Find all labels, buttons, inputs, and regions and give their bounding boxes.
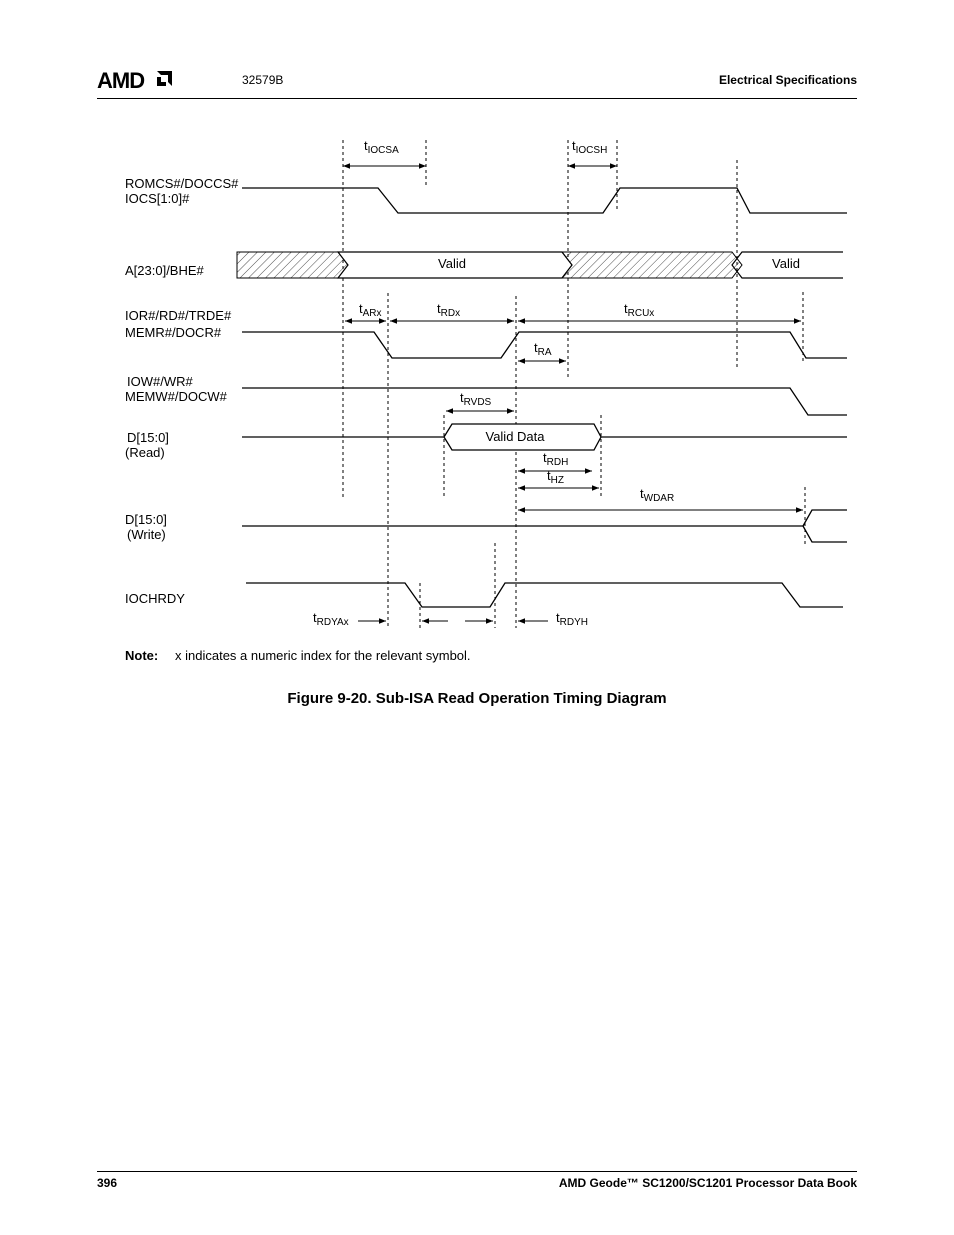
label-wdar: $t_{WDAR}$: [640, 486, 675, 504]
label-hz: $t_{HZ}$: [547, 468, 564, 486]
label-iocsh: $t_{IOCSH}$: [572, 138, 608, 156]
addr-valid-label-2: Valid: [772, 256, 800, 271]
book-title: AMD Geode™ SC1200/SC1201 Processor Data Book: [558, 1176, 857, 1190]
signal-label-romcs: ROMCS#/DOCCS# IOCS[1:0]#: [125, 176, 239, 206]
waveform-romcs: [242, 188, 847, 213]
waveform-dwrite: [242, 510, 847, 542]
timing-arrows: [343, 166, 803, 621]
timing-labels: [313, 138, 674, 628]
waveform-addr: [237, 252, 843, 278]
signal-label-iow: IOW#/WR# MEMW#/DOCW#: [125, 374, 227, 404]
note-text: x indicates a numeric index for the relevant symbol.: [175, 648, 471, 663]
addr-invalid-1: [237, 252, 348, 278]
label-rvds: $t_{RVDS}$: [460, 390, 492, 408]
label-rdh: $t_{RDH}$: [543, 450, 569, 468]
label-iocsa: $t_{IOCSA}$: [364, 138, 399, 156]
signal-label-dread: D[15:0] (Read): [125, 430, 169, 460]
page-number: 396: [97, 1176, 118, 1190]
amd-logo-text: AMD: [97, 68, 145, 92]
signal-label-dwrite: D[15:0] (Write): [125, 512, 167, 542]
waveform-dread: [242, 424, 847, 450]
label-rcux: $t_{RCUx}$: [624, 301, 655, 319]
note-label: Note:: [125, 648, 159, 663]
label-arx: $t_{ARx}$: [359, 301, 382, 319]
footer-rule: [97, 1171, 857, 1172]
signal-label-iochrdy: IOCHRDY: [125, 591, 185, 606]
figure-caption: Figure 9-20. Sub-ISA Read Operation Timing Diagram: [287, 690, 667, 707]
label-rdyh: $t_{RDYH}$: [556, 610, 588, 628]
waveform-iow: [242, 388, 847, 415]
signal-label-addr: A[23:0]/BHE#: [125, 263, 204, 278]
label-ra: $t_{RA}$: [534, 340, 552, 358]
addr-invalid-2: [562, 252, 742, 278]
signal-label-ior: IOR#/RD#/TRDE# MEMR#/DOCR#: [125, 308, 232, 340]
doc-number: 32579B: [242, 73, 284, 87]
read-valid-data-label: Valid Data: [485, 429, 545, 444]
waveform-iochrdy: [246, 583, 843, 607]
addr-valid-label-1: Valid: [438, 256, 466, 271]
label-rdx: $t_{RDx}$: [437, 301, 461, 319]
label-rdyax: $t_{RDYAx}$: [313, 610, 349, 628]
section-title: Electrical Specifications: [718, 73, 857, 87]
